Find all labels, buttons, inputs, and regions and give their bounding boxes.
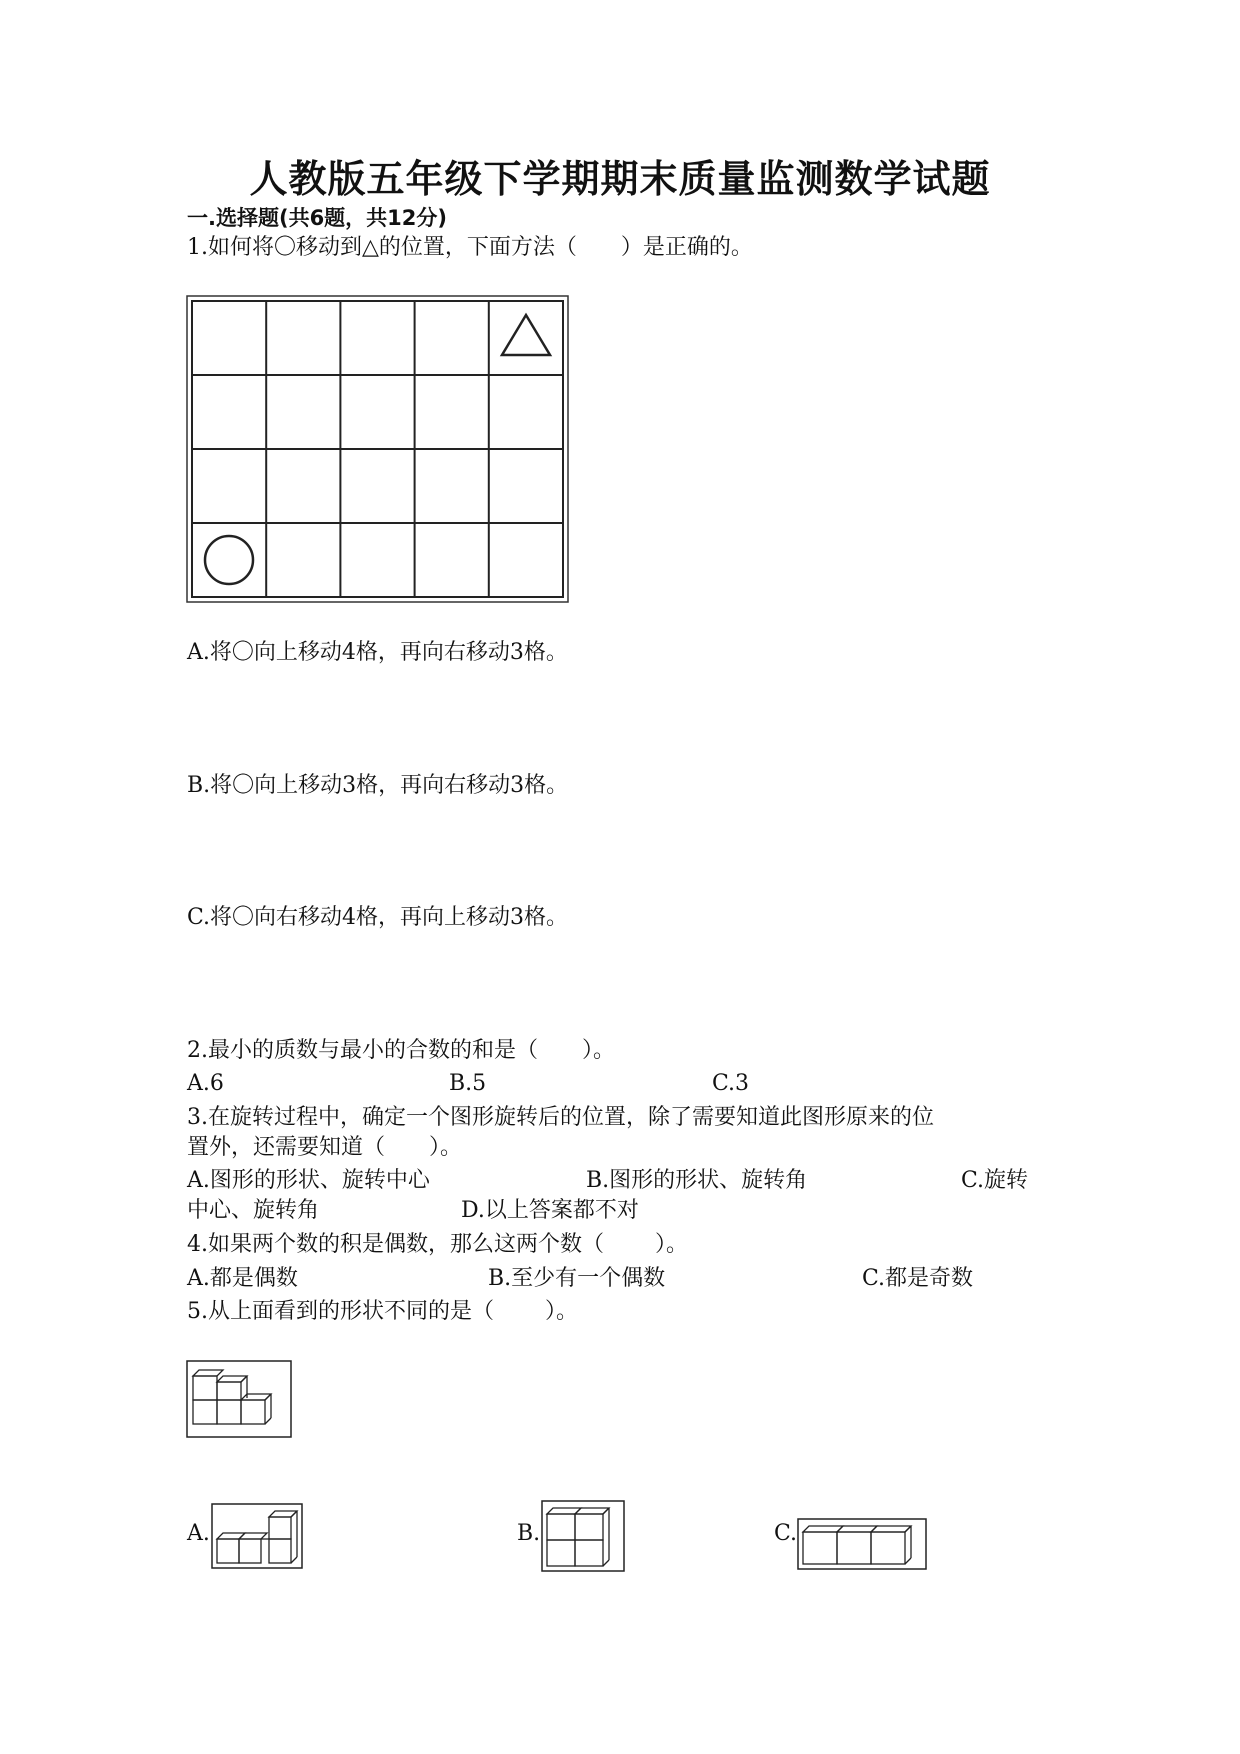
q2-option-b: B.5 bbox=[449, 1071, 487, 1096]
q4-option-a: A.都是偶数 bbox=[187, 1266, 298, 1291]
q2-option-c: C.3 bbox=[712, 1071, 750, 1096]
section-heading: 一.选择题(共6题，共12分) bbox=[187, 206, 448, 230]
triangle-icon bbox=[502, 315, 550, 355]
q2-stem: 2.最小的质数与最小的合数的和是（ ）。 bbox=[187, 1038, 615, 1063]
q3-option-c-part2: 中心、旋转角 bbox=[187, 1198, 320, 1223]
q5-label-c: C. bbox=[774, 1521, 798, 1546]
q5-label-b: B. bbox=[517, 1521, 541, 1546]
q5-main-figure bbox=[186, 1360, 292, 1438]
q1-option-c: C.将〇向右移动4格，再向上移动3格。 bbox=[187, 905, 569, 930]
q2-option-a: A.6 bbox=[187, 1071, 224, 1096]
q5-option-b-figure bbox=[541, 1500, 625, 1572]
page-title: 人教版五年级下学期期末质量监测数学试题 bbox=[249, 157, 991, 201]
q1-option-b: B.将〇向上移动3格，再向右移动3格。 bbox=[187, 773, 569, 798]
q3-option-c-part1: C.旋转 bbox=[961, 1168, 1029, 1193]
q3-option-a: A.图形的形状、旋转中心 bbox=[187, 1168, 430, 1193]
circle-icon bbox=[205, 536, 253, 584]
q5-option-a-figure bbox=[211, 1503, 303, 1569]
q3-option-b: B.图形的形状、旋转角 bbox=[586, 1168, 808, 1193]
q1-grid-figure bbox=[186, 295, 570, 604]
q3-stem-line2: 置外，还需要知道（ ）。 bbox=[187, 1135, 463, 1160]
q4-stem: 4.如果两个数的积是偶数，那么这两个数（ ）。 bbox=[187, 1232, 688, 1257]
q3-stem-line1: 3.在旋转过程中，确定一个图形旋转后的位置，除了需要知道此图形原来的位 bbox=[187, 1105, 934, 1130]
q5-label-a: A. bbox=[187, 1521, 210, 1546]
q1-option-a: A.将〇向上移动4格，再向右移动3格。 bbox=[187, 640, 568, 665]
q4-option-b: B.至少有一个偶数 bbox=[488, 1266, 666, 1291]
q5-stem: 5.从上面看到的形状不同的是（ ）。 bbox=[187, 1299, 578, 1324]
q1-stem: 1.如何将〇移动到△的位置，下面方法（ ）是正确的。 bbox=[187, 235, 753, 260]
q5-option-c-figure bbox=[797, 1518, 927, 1570]
q4-option-c: C.都是奇数 bbox=[862, 1266, 974, 1291]
q3-option-d: D.以上答案都不对 bbox=[461, 1198, 639, 1223]
